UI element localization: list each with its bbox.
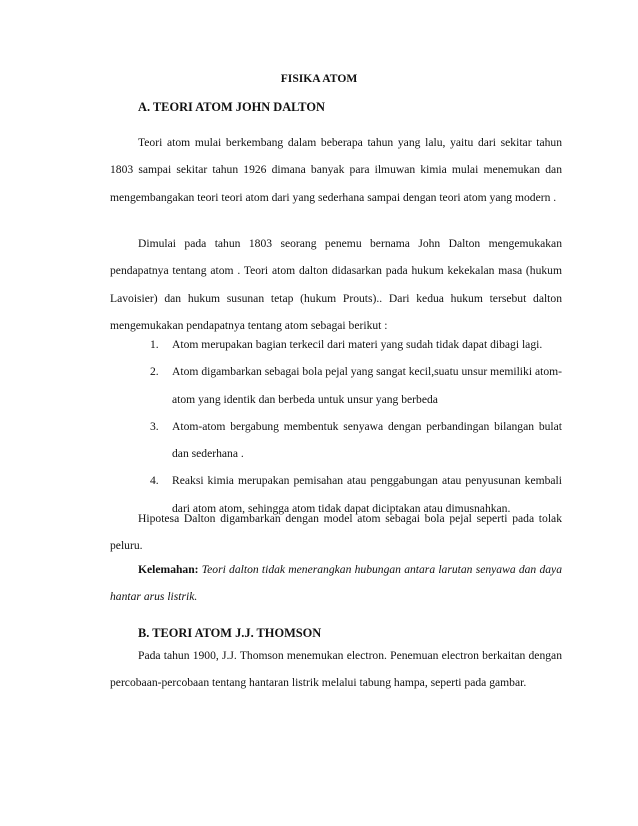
weakness-label: Kelemahan:	[138, 563, 199, 576]
page-title: FISIKA ATOM	[280, 72, 358, 85]
list-item	[150, 331, 562, 358]
section-b-heading: B. TEORI ATOM J.J. THOMSON	[138, 626, 322, 640]
section-a-heading: A. TEORI ATOM JOHN DALTON	[138, 100, 325, 114]
section-b-paragraph-1	[110, 642, 562, 697]
section-b-paragraph-1-text: Pada tahun 1900, J.J. Thomson menemukan electron. Penemuan electron berkaitan dengan percobaan-percobaan tentang hantaran listrik melalui tabung hampa, seperti pada gambar.	[110, 649, 562, 690]
weakness-text: Teori dalton tidak menerangkan hubungan antara larutan senyawa dan daya hantar arus listrik.	[110, 563, 562, 604]
list-item	[150, 358, 562, 413]
list-item-number: 3.	[150, 419, 159, 433]
list-item-text: Reaksi kimia merupakan pemisahan atau penggabungan atau penyusunan kembali dari atom atom, sehingga atom tidak dapat diciptakan atau dimusnahkan.	[172, 474, 562, 515]
section-a-paragraph-2-text: Dimulai pada tahun 1803 seorang penemu bernama John Dalton mengemukakan pendapatnya tentang atom . Teori atom dalton didasarkan pada hukum kekekalan masa (hukum Lavoisier) dan hukum susunan tetap (hukum Prouts).. Dari kedua hukum tersebut dalton mengemukakan pendapatnya tentang atom sebagai berikut :	[110, 237, 562, 332]
list-item	[150, 413, 562, 468]
list-item-number: 2.	[150, 365, 159, 379]
list-item-text: Atom-atom bergabung membentuk senyawa dengan perbandingan bilangan bulat dan sederhana .	[172, 419, 562, 461]
list-item-number: 4.	[150, 474, 159, 488]
section-a-paragraph-1-text: Teori atom mulai berkembang dalam beberapa tahun yang lalu, yaitu dari sekitar tahun 1803 sampai sekitar tahun 1926 dimana banyak para ilmuwan kimia mulai menemukan dan mengembangakan teori teori atom dari yang sederhana sampai dengan teori atom yang modern .	[110, 136, 562, 204]
section-a-paragraph-3	[110, 505, 562, 560]
list-item-text: Atom merupakan bagian terkecil dari materi yang sudah tidak dapat dibagi lagi.	[172, 338, 543, 351]
list-item-text: Atom digambarkan sebagai bola pejal yang sangat kecil,suatu unsur memiliki atom-atom yang identik dan berbeda untuk unsur yang berbeda	[172, 365, 562, 406]
section-a-paragraph-1	[110, 129, 562, 211]
section-a-paragraph-2	[110, 230, 562, 339]
section-a-paragraph-3-text: Hipotesa Dalton digambarkan dengan model atom sebagai bola pejal seperti pada tolak peluru.	[110, 512, 562, 553]
list-item-number: 1.	[150, 338, 159, 351]
weakness-paragraph	[110, 556, 562, 611]
dalton-postulates-list	[150, 331, 562, 522]
